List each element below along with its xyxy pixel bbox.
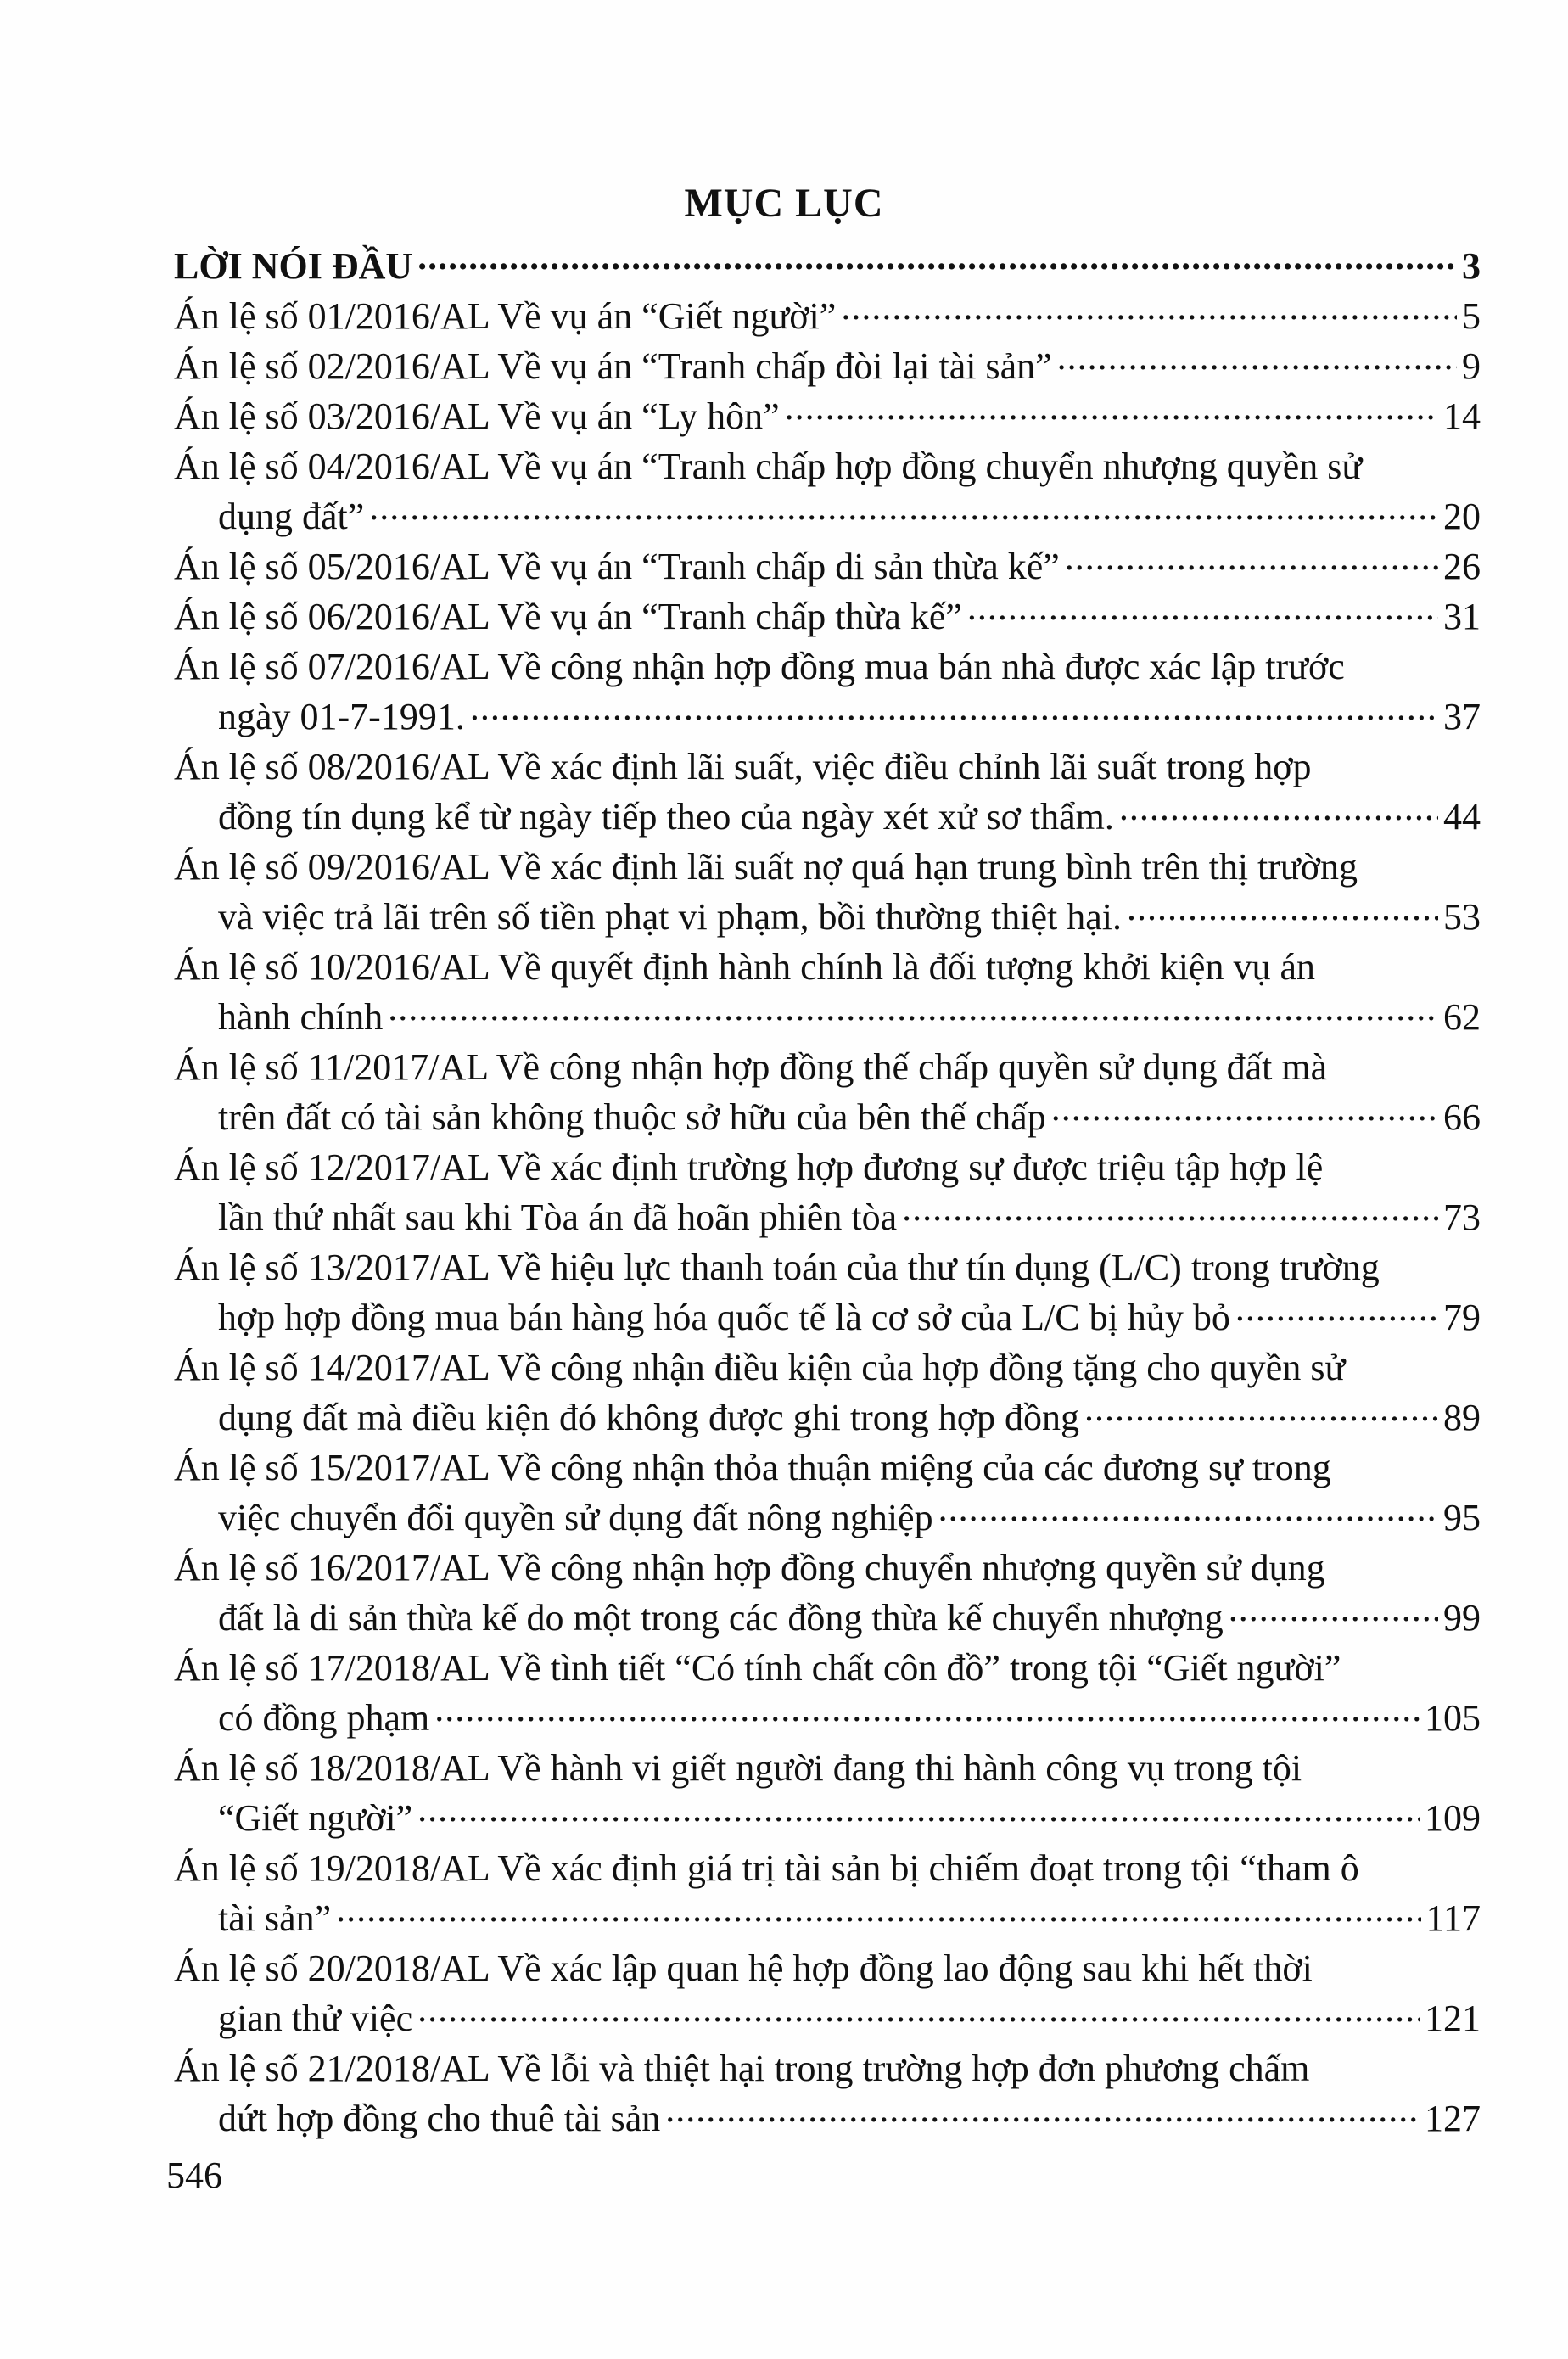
toc-entry-text: Án lệ số 06/2016/AL Về vụ án “Tranh chấp thừa kế” [174, 596, 962, 637]
toc-entry-text: lần thứ nhất sau khi Tòa án đã hoãn phiên tòa [218, 1196, 898, 1238]
toc-page-number: 95 [1443, 1497, 1481, 1538]
toc-entry-text: Án lệ số 02/2016/AL Về vụ án “Tranh chấp đòi lại tài sản” [174, 345, 1052, 387]
toc-page-number: 14 [1443, 395, 1481, 437]
toc-entry-text: dụng đất mà điều kiện đó không được ghi trong hợp đồng [218, 1397, 1080, 1438]
dot-leader [1051, 1092, 1438, 1129]
toc-entry-text: Án lệ số 16/2017/AL Về công nhận hợp đồng chuyển nhượng quyền sử dụng [174, 1547, 1325, 1589]
dot-leader [1057, 341, 1457, 378]
toc-entry[interactable] [174, 241, 1481, 291]
toc-entry[interactable] [174, 341, 1481, 391]
toc-entry[interactable] [174, 742, 1481, 842]
toc-entry-text: hành chính [218, 996, 384, 1038]
toc-entry[interactable] [174, 1943, 1481, 2043]
toc-entry[interactable] [174, 291, 1481, 341]
toc-page-number: 127 [1425, 2098, 1481, 2139]
toc-entry[interactable] [174, 1543, 1481, 1643]
dot-leader [388, 992, 1438, 1029]
dot-leader [1127, 892, 1438, 929]
toc-entry[interactable] [174, 842, 1481, 942]
toc-entry-text: Án lệ số 13/2017/AL Về hiệu lực thanh toán của thư tín dụng (L/C) trong trường [174, 1247, 1380, 1288]
toc-entry[interactable] [174, 642, 1481, 742]
toc-page-number: 44 [1443, 796, 1481, 838]
dot-leader [785, 391, 1438, 429]
toc-entry-text: Án lệ số 08/2016/AL Về xác định lãi suất, việc điều chỉnh lãi suất trong hợp [174, 746, 1312, 787]
dot-leader [417, 1993, 1420, 2031]
toc-entry-text: Án lệ số 01/2016/AL Về vụ án “Giết người” [174, 295, 837, 337]
dot-leader [1084, 1392, 1438, 1430]
toc-page-number: 99 [1443, 1597, 1481, 1639]
toc-page-number: 53 [1443, 896, 1481, 938]
toc-page-number: 62 [1443, 996, 1481, 1038]
toc-page-number: 117 [1425, 1897, 1481, 1939]
toc-entry[interactable] [174, 541, 1481, 591]
toc-entry[interactable] [174, 1142, 1481, 1242]
toc-page-number: 3 [1462, 245, 1481, 287]
toc-entry-text: Án lệ số 04/2016/AL Về vụ án “Tranh chấp hợp đồng chuyển nhượng quyền sử [174, 445, 1363, 487]
toc-entry-text: Án lệ số 10/2016/AL Về quyết định hành chính là đối tượng khởi kiện vụ án [174, 946, 1315, 988]
toc-entry-text: việc chuyển đổi quyền sử dụng đất nông nghiệp [218, 1497, 933, 1538]
toc-entry-text: Án lệ số 07/2016/AL Về công nhận hợp đồng mua bán nhà được xác lập trước [174, 646, 1345, 687]
toc-entry[interactable] [174, 1743, 1481, 1843]
toc-entry-text: “Giết người” [218, 1797, 413, 1839]
toc-entry-text: Án lệ số 11/2017/AL Về công nhận hợp đồng thế chấp quyền sử dụng đất mà [174, 1046, 1328, 1088]
toc-entry-text: Án lệ số 03/2016/AL Về vụ án “Ly hôn” [174, 395, 780, 437]
toc-page-number: 20 [1443, 496, 1481, 537]
toc-entry-text: ngày 01-7-1991. [218, 696, 465, 737]
toc-entry[interactable] [174, 1843, 1481, 1943]
toc-entry[interactable] [174, 2043, 1481, 2143]
toc-entry-text: Án lệ số 09/2016/AL Về xác định lãi suất nợ quá hạn trung bình trên thị trường [174, 846, 1358, 888]
toc-entry-text: đất là di sản thừa kế do một trong các đồng thừa kế chuyển nhượng [218, 1597, 1224, 1639]
page-number: 546 [166, 2154, 222, 2196]
toc-page-number: 37 [1443, 696, 1481, 737]
dot-leader [336, 1893, 1420, 1930]
dot-leader [1119, 792, 1438, 829]
toc-entry-text: Án lệ số 05/2016/AL Về vụ án “Tranh chấp di sản thừa kế” [174, 546, 1060, 587]
toc-entry-text: có đồng phạm [218, 1697, 430, 1739]
toc-entry[interactable] [174, 1042, 1481, 1142]
toc-page-number: 89 [1443, 1397, 1481, 1438]
toc-entry-text: hợp hợp đồng mua bán hàng hóa quốc tế là cơ sở của L/C bị hủy bỏ [218, 1297, 1230, 1338]
toc-page-number: 121 [1425, 1998, 1481, 2039]
toc-page-number: 5 [1462, 295, 1481, 337]
dot-leader [417, 241, 1457, 278]
toc-page-number: 66 [1443, 1096, 1481, 1138]
toc-entry-text: dứt hợp đồng cho thuê tài sản [218, 2098, 661, 2139]
dot-leader [938, 1493, 1438, 1530]
toc-entry-text: gian thử việc [218, 1998, 413, 2039]
toc-entry-text: Án lệ số 18/2018/AL Về hành vi giết người đang thi hành công vụ trong tội [174, 1747, 1302, 1789]
dot-leader [417, 1793, 1420, 1830]
toc-entry-text: tài sản” [218, 1897, 332, 1939]
dot-leader [1229, 1593, 1438, 1630]
toc-page-number: 9 [1462, 345, 1481, 387]
toc-page-number: 26 [1443, 546, 1481, 587]
toc-entry-text: Án lệ số 21/2018/AL Về lỗi và thiệt hại trong trường hợp đơn phương chấm [174, 2048, 1310, 2089]
dot-leader [470, 692, 1438, 729]
dot-leader [967, 591, 1438, 629]
dot-leader [369, 491, 1438, 529]
toc-entry[interactable] [174, 1443, 1481, 1543]
toc-entry-text: Án lệ số 19/2018/AL Về xác định giá trị tài sản bị chiếm đoạt trong tội “tham ô [174, 1847, 1359, 1889]
dot-leader [1235, 1292, 1438, 1330]
dot-leader [434, 1693, 1420, 1730]
toc-page-number: 105 [1425, 1697, 1481, 1739]
dot-leader [841, 291, 1457, 328]
toc-entry-text: Án lệ số 20/2018/AL Về xác lập quan hệ hợp đồng lao động sau khi hết thời [174, 1947, 1313, 1989]
toc-page-number: 109 [1425, 1797, 1481, 1839]
toc-entry[interactable] [174, 391, 1481, 441]
toc-entry[interactable] [174, 441, 1481, 541]
toc-entry-text: Án lệ số 14/2017/AL Về công nhận điều kiện của hợp đồng tặng cho quyền sử [174, 1347, 1346, 1388]
toc-page-number: 73 [1443, 1196, 1481, 1238]
toc-page-number: 79 [1443, 1297, 1481, 1338]
toc-entry-text: LỜI NÓI ĐẦU [174, 245, 413, 287]
toc-entry-text: Án lệ số 12/2017/AL Về xác định trường hợp đương sự được triệu tập hợp lệ [174, 1146, 1324, 1188]
toc-page-number: 31 [1443, 596, 1481, 637]
toc-entry-text: Án lệ số 17/2018/AL Về tình tiết “Có tính chất côn đồ” trong tội “Giết người” [174, 1647, 1341, 1689]
toc-entry[interactable] [174, 1342, 1481, 1443]
table-of-contents [174, 241, 1481, 2143]
dot-leader [665, 2093, 1420, 2131]
toc-entry[interactable] [174, 1242, 1481, 1342]
toc-entry[interactable] [174, 942, 1481, 1042]
toc-entry-text: đồng tín dụng kể từ ngày tiếp theo của ngày xét xử sơ thẩm. [218, 796, 1114, 838]
toc-title: MỤC LỤC [684, 181, 884, 226]
toc-entry-text: dụng đất” [218, 496, 365, 537]
toc-entry[interactable] [174, 1643, 1481, 1743]
dot-leader [1065, 541, 1438, 579]
toc-entry-text: Án lệ số 15/2017/AL Về công nhận thỏa thuận miệng của các đương sự trong [174, 1447, 1331, 1488]
toc-entry-text: trên đất có tài sản không thuộc sở hữu của bên thế chấp [218, 1096, 1046, 1138]
dot-leader [902, 1192, 1438, 1230]
toc-entry-text: và việc trả lãi trên số tiền phạt vi phạm, bồi thường thiệt hại. [218, 896, 1122, 938]
toc-entry[interactable] [174, 591, 1481, 642]
